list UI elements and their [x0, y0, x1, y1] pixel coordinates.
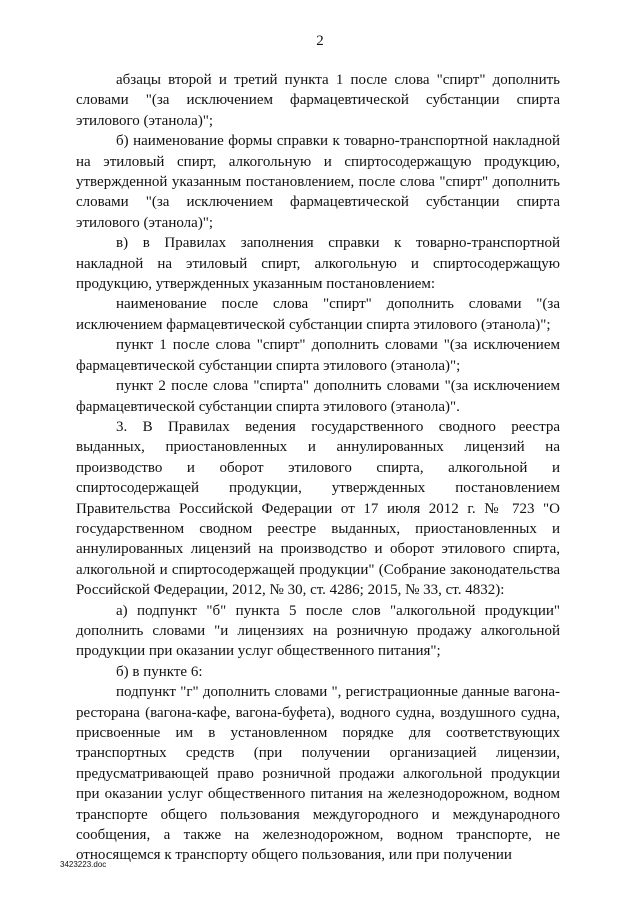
paragraph-5: пункт 1 после слова "спирт" дополнить словами "(за исключением фармацевтической субстанции спирта этилового (этанола)";	[76, 337, 560, 374]
page-number: 2	[316, 33, 324, 49]
paragraph-4: наименование после слова "спирт" дополнить словами "(за исключением фармацевтической субстанции спирта этилового (этанола)";	[76, 296, 560, 333]
paragraph-7: 3. В Правилах ведения государственного сводного реестра выданных, приостановленных и аннулированных лицензий на производство и оборот этилового спирта, алкогольной и спиртосодержащей продукции, утвержденных постановлением Правительства Российской Федерации от 17 июля 2012 г. № 723 "О государственном сводном реестре выданных, приостановленных и аннулированных лицензий на производство и оборот этилового спирта, алкогольной и спиртосодержащей продукции" (Собрание законодательства Российской Федерации, 2012, № 30, ст. 4286; 2015, № 33, ст. 4832):	[76, 418, 560, 599]
paragraph-6: пункт 2 после слова "спирта" дополнить словами "(за исключением фармацевтической субстанции спирта этилового (этанола)".	[76, 378, 560, 415]
footer-code: 3423223.doc	[60, 860, 107, 869]
paragraph-10: подпункт "г" дополнить словами ", регистрационные данные вагона-ресторана (вагона-кафе, вагона-буфета), водного судна, воздушного судна, присвоенные им в установленном порядке для соответствующих транспортных средств (при получении организацией лицензии, предусматривающей право розничной продажи алкогольной продукции при оказании услуг общественного питания на железнодорожном, водном транспорте общего пользования междугородного и международного сообщения, а также на железнодорожном, водном транспорте, не относящемся к транспорту общего пользования, или при получении	[76, 684, 560, 864]
paragraph-3: в) в Правилах заполнения справки к товарно-транспортной накладной на этиловый спирт, алкогольную и спиртосодержащую продукцию, утвержденных указанным постановлением:	[76, 235, 560, 293]
paragraph-1: абзацы второй и третий пункта 1 после слова "спирт" дополнить словами "(за исключением фармацевтической субстанции спирта этилового (этанола)";	[76, 72, 560, 129]
paragraph-2: б) наименование формы справки к товарно-транспортной накладной на этиловый спирт, алкогольную и спиртосодержащую продукцию, утвержденной указанным постановлением, после слова "спирт" дополнить словами "(за исключением фармацевтической субстанции спирта этилового (этанола)";	[76, 133, 560, 231]
paragraph-8: а) подпункт "б" пункта 5 после слов "алкогольной продукции" дополнить словами "и лицензиях на розничную продажу алкогольной продукции при оказании услуг общественного питания";	[76, 602, 560, 660]
paragraph-9: б) в пункте 6:	[116, 663, 203, 680]
document-body	[76, 70, 560, 866]
